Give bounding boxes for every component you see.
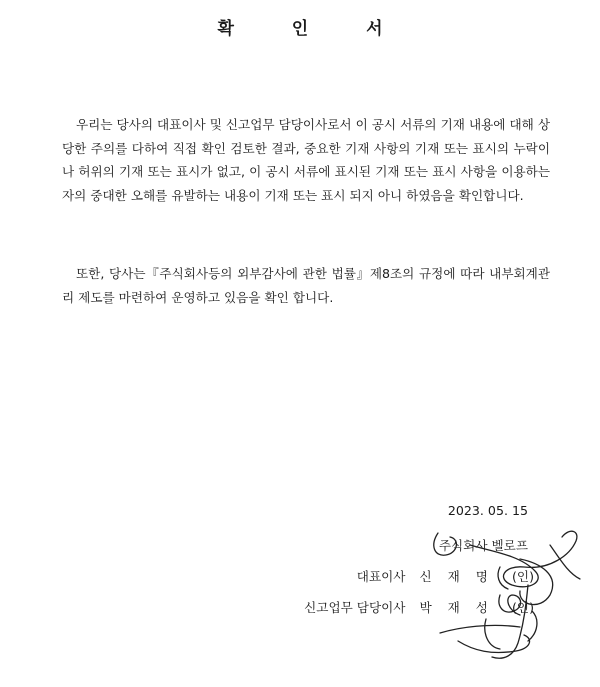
reporting-director-signature-line — [304, 597, 534, 616]
ceo-seal-mark: (인) — [512, 569, 534, 584]
ceo-name: 신 재 명 — [419, 569, 494, 584]
internal-control-paragraph: 또한, 당사는『주식회사등의 외부감사에 관한 법률』제8조의 규정에 따라 내부회계관리 제도를 마련하여 운영하고 있음을 확인 합니다. — [62, 266, 550, 305]
document-title: 확 인 서 — [217, 19, 409, 39]
director-role: 신고업무 담당이사 — [304, 600, 406, 615]
ceo-signature-line — [357, 566, 534, 585]
company-name: 주식회사 벨로프 — [438, 538, 528, 553]
director-name: 박 재 성 — [419, 600, 494, 615]
director-seal-mark: (인) — [512, 600, 534, 615]
confirmation-paragraph: 우리는 당사의 대표이사 및 신고업무 담당이사로서 이 공시 서류의 기재 내용에 대해 상당한 주의를 다하여 직접 확인 검토한 결과, 중요한 기재 사항의 기재 또는 표시의 누락이나 허위의 기재 또는 표시가 없고, 이 공시 서류에 표시된 기재 또는 표시 사항을 이용하는 자의 중대한 오해를 유발하는 내용이 기재 또는 표시 되지 아니 하였음을 확인합니다. — [62, 117, 550, 203]
document-date: 2023. 05. 15 — [447, 503, 528, 518]
ceo-role: 대표이사 — [356, 569, 406, 584]
